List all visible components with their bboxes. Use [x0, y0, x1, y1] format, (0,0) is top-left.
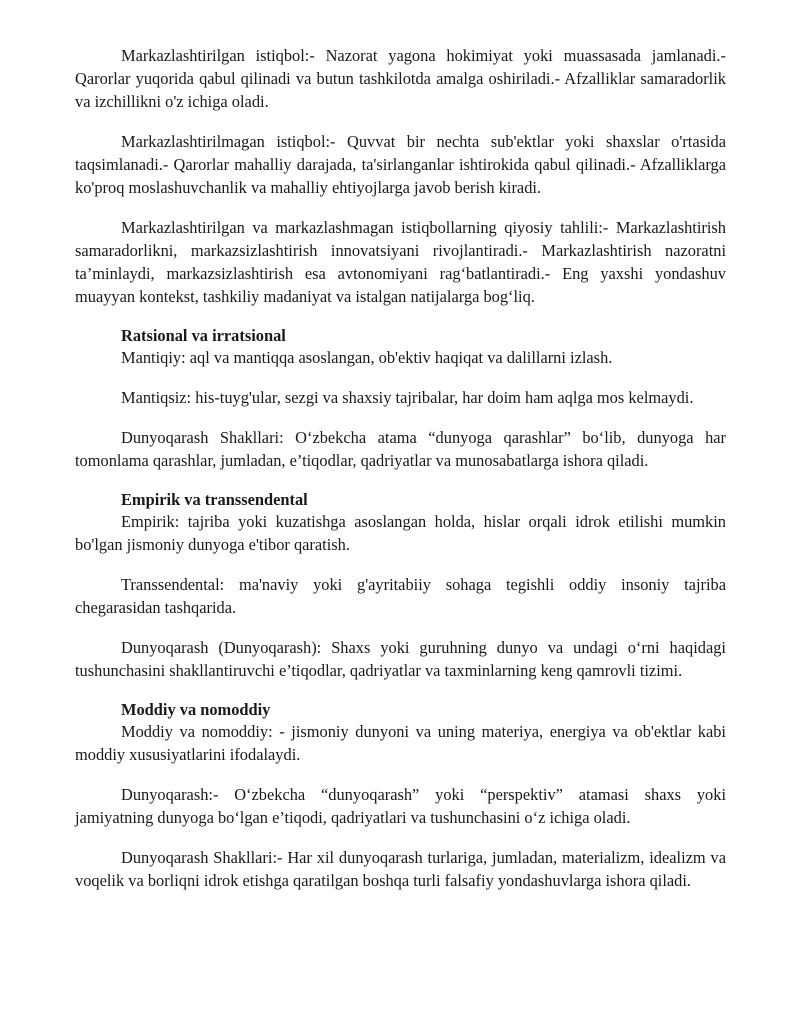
paragraph-empirical: Empirik: tajriba yoki kuzatishga asoslangan holda, hislar orqali idrok etilishi mumkin bo'lgan jismoniy dunyoga e'tibor qaratish. — [75, 512, 726, 554]
paragraph-centralized-perspective: Markazlashtirilgan istiqbol:- Nazorat yagona hokimiyat yoki muassasada jamlanadi.- Qarorlar yuqorida qabul qilinadi va butun tashkilotda amalga oshiriladi.- Afzalliklar samaradorlik va izchillikni o'z ichiga oladi. — [75, 46, 726, 111]
heading-rational-irrational: Ratsional va irratsional — [121, 326, 286, 345]
paragraph-transcendental: Transsendental: ma'naviy yoki g'ayritabiiy sohaga tegishli oddiy insoniy tajriba chegarasidan tashqarida. — [75, 575, 726, 617]
paragraph-worldview-forms-2: Dunyoqarash Shakllari:- Har xil dunyoqarash turlariga, jumladan, materializm, idealizm va voqelik va borliqni idrok etishga qaratilgan boshqa turli falsafiy yondashuvlarga ishora qiladi. — [75, 848, 726, 890]
paragraph-worldview-forms-1: Dunyoqarash Shakllari: O‘zbekcha atama “dunyoga qarashlar” bo‘lib, dunyoga har tomonlama qarashlar, jumladan, e’tiqodlar, qadriyatlar va munosabatlarga ishora qiladi. — [75, 428, 726, 470]
paragraph-material-immaterial: Moddiy va nomoddiy: - jismoniy dunyoni va uning materiya, energiya va ob'ektlar kabi moddiy xususiyatlarini ifodalaydi. — [75, 722, 726, 764]
document-page — [75, 44, 726, 909]
paragraph-comparative-analysis: Markazlashtirilgan va markazlashmagan istiqbollarning qiyosiy tahlili:- Markazlashtirish samaradorlikni, markazsizlashtirish innovatsiyani rivojlantiradi.- Markazlashtirish nazoratni ta’minlaydi, markazsizlashtirish esa avtonomiyani rag‘batlantiradi.- Eng yaxshi yondashuv muayyan kontekst, tashkiliy madaniyat va istalgan natijalarga bog‘liq. — [75, 218, 726, 306]
paragraph-decentralized-perspective: Markazlashtirilmagan istiqbol:- Quvvat bir nechta sub'ektlar yoki shaxslar o'rtasida taqsimlanadi.- Qarorlar mahalliy darajada, ta'sirlanganlar ishtirokida qabul qilinadi.- Afzalliklarga ko'proq moslashuvchanlik va mahalliy ehtiyojlarga javob berish kiradi. — [75, 132, 726, 197]
heading-material-immaterial: Moddiy va nomoddiy — [121, 700, 271, 719]
paragraph-worldview-definition: Dunyoqarash (Dunyoqarash): Shaxs yoki guruhning dunyo va undagi o‘rni haqidagi tushunchasini shakllantiruvchi e’tiqodlar, qadriyatlar va taxminlarning keng qamrovli tizimi. — [75, 638, 726, 680]
heading-empirical-transcendental: Empirik va transsendental — [121, 490, 308, 509]
paragraph-irrational: Mantiqsiz: his-tuyg'ular, sezgi va shaxsiy tajribalar, har doim ham aqlga mos kelmaydi. — [121, 388, 694, 407]
paragraph-rational: Mantiqiy: aql va mantiqqa asoslangan, ob'ektiv haqiqat va dalillarni izlash. — [121, 348, 613, 367]
paragraph-worldview-term: Dunyoqarash:- O‘zbekcha “dunyoqarash” yoki “perspektiv” atamasi shaxs yoki jamiyatning dunyoga bo‘lgan e’tiqodi, qadriyatlari va tushunchasini o‘z ichiga oladi. — [75, 785, 726, 827]
